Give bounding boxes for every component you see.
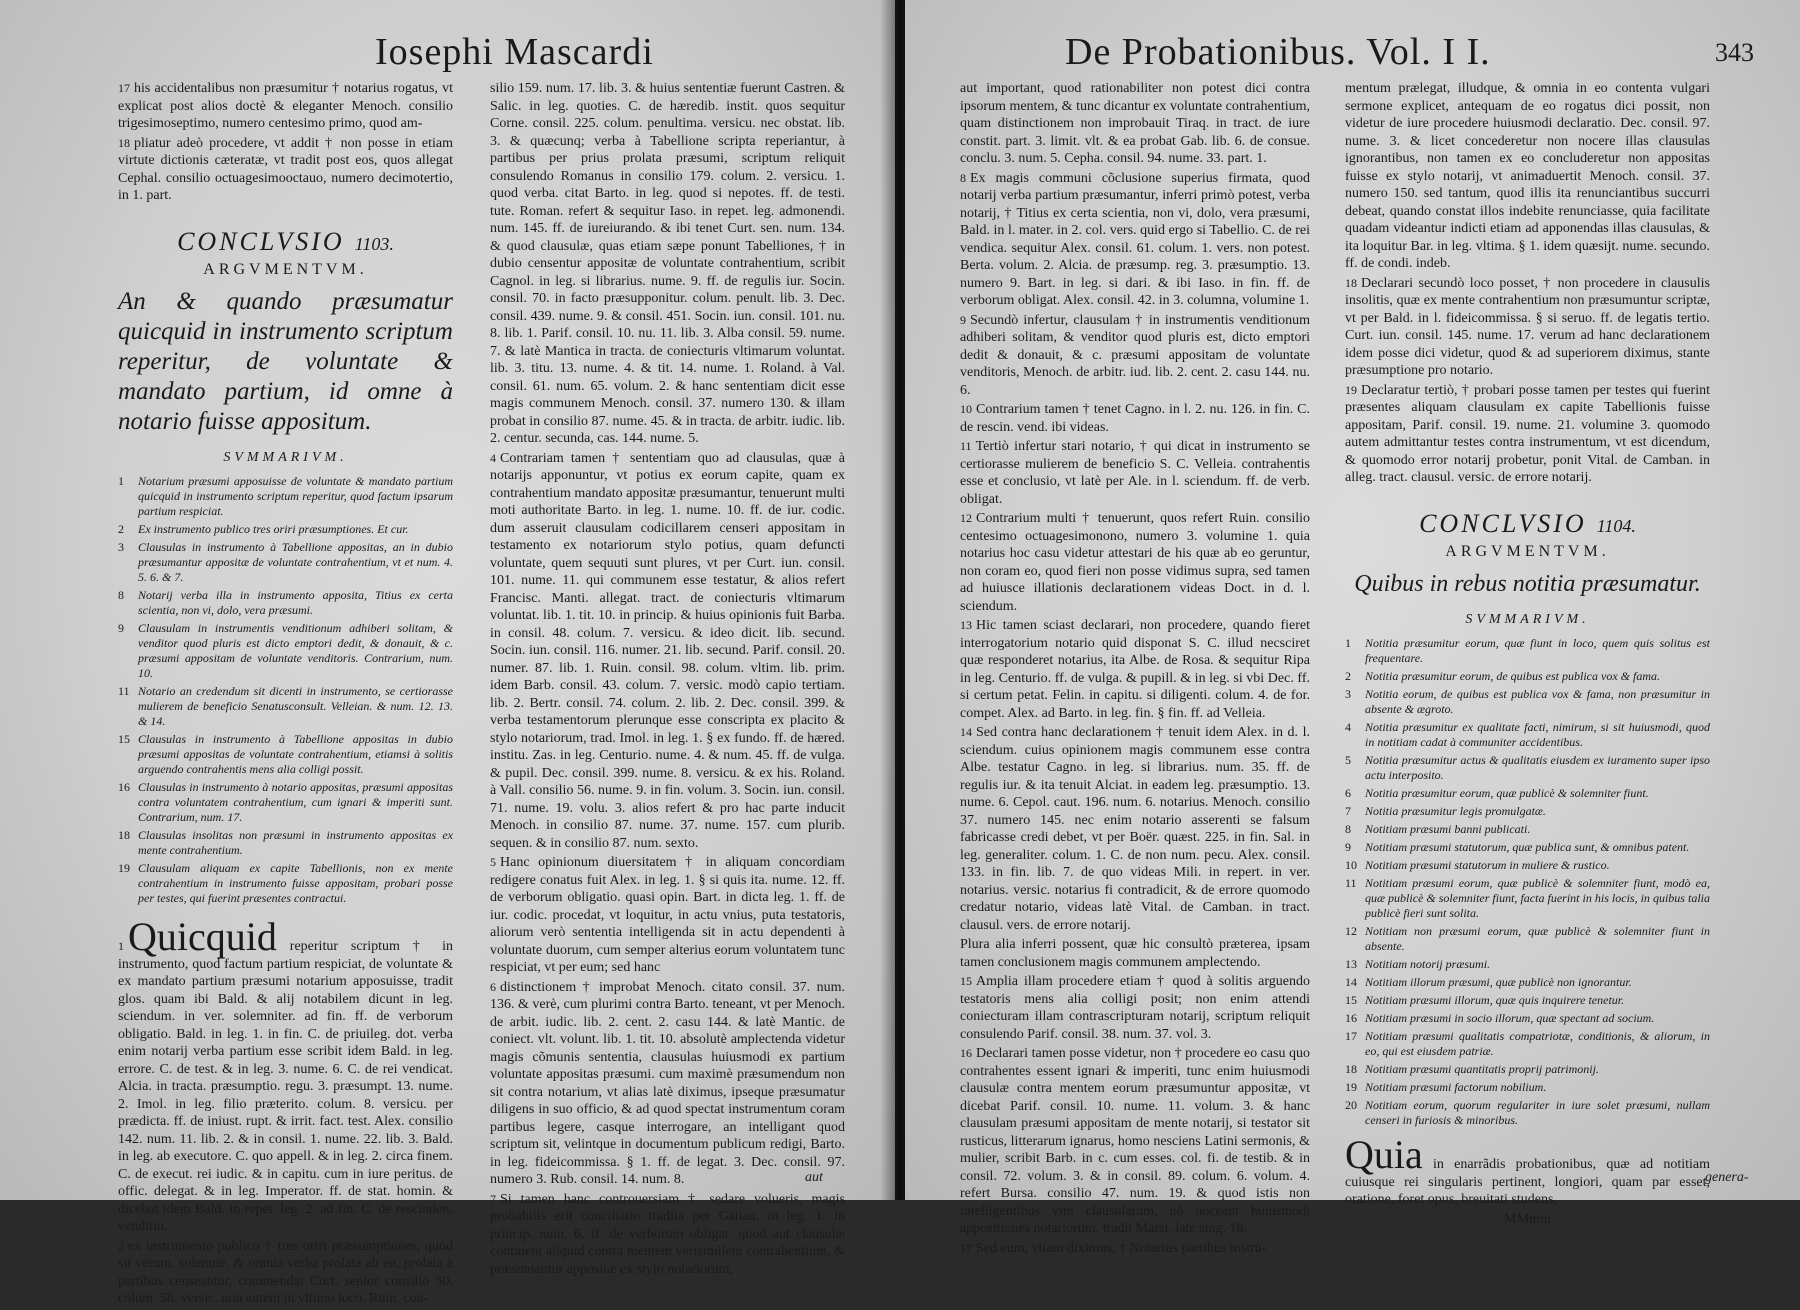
argumentum-label: ARGVMENTVM. xyxy=(1445,543,1610,560)
paragraph xyxy=(490,450,845,853)
item-number: 15 xyxy=(1345,993,1357,1007)
paragraph xyxy=(960,170,1310,310)
left-col1-intro xyxy=(118,80,453,205)
item-text: Notitia præsumitur actus & qualitatis eiusdem ex iuramento super ipso actu interposito. xyxy=(1365,753,1710,782)
body-text: Hic tamen sciast declarari, non procedere, quando fieret interrogatorium notario quid disponat S. C. illud necsciret quæ responderet notarius, ita Albe. de Rosa. & sequitur Ripa in leg. Centurio. ff. de vulga. & pupill. & in leg. si vbi Dec. ff. si certum petat. Felin. in capitu. si diligenti. colum. 4. de for. compet. Alex. ad Barto. in leg. fin. § fin. ff. ad Velleia. xyxy=(960,618,1310,721)
summarium-item xyxy=(1345,924,1710,954)
page-number: 343 xyxy=(1715,38,1754,67)
paragraph xyxy=(960,617,1310,722)
item-text: Notarij verba illa in instrumento apposita, Titius ex certa scientia, non vi, dolo, vera præsumi. xyxy=(138,588,453,617)
summarium-item xyxy=(1345,687,1710,717)
item-text: Clausulas in instrumento à Tabellione appositas, an in dubio præsumantur appositæ de voluntate contrahentium, vt et num. 4. 5. 6. & 7. xyxy=(138,540,453,584)
item-number: 2 xyxy=(118,522,124,536)
signature-mark: MMmm xyxy=(1504,1211,1551,1227)
argumentum-label: ARGVMENTVM. xyxy=(203,261,368,278)
body-text: Secundò infertur, clausulam † in instrumentis venditionum adhiberi solitam, & venditor quod pluris est, dicto emptori dedit & donauit, & c. præsumi appositam de voluntate venditoris, Menoch. de arbitr. iud. lib. 2. cent. 2. casu 144. nu. 6. xyxy=(960,312,1310,398)
body-text: Declarari tamen posse videtur, non † procedere eo casu quo contrahentes essent ignari & imperiti, tunc enim huiusmodi clausulæ contra mentem eorum præsumuntur appositæ, vt dicebat Parif. consil. 10. nume. 11. volum. 3. & hanc clausulam præsumi appositam de mente notarij, si testator sit rusticus, litterarum ignarus, homo nesciens Latini sermonis, & mulier, scribit Barb. in c. cum esses. col. fi. de testib. & in consil. 72. volum. 3. & in consil. 89. colum. 6. volum. 4. refert Bursa. consilio 47. num. 19. & quod istis non intelligentibus vim clausularum, nõ noceant huiusmodi appositiones notariorum, tradit Marsi. late sing. 18. xyxy=(960,1046,1310,1236)
summarium-item xyxy=(1345,1062,1710,1077)
summarium-item xyxy=(1345,636,1710,666)
item-number: 10 xyxy=(1345,858,1357,872)
item-number: 3 xyxy=(1345,687,1351,701)
item-number: 3 xyxy=(118,540,124,554)
summarium-list xyxy=(1345,636,1710,1128)
marginal-number: 18 xyxy=(1345,275,1357,290)
summarium-item xyxy=(1345,1098,1710,1128)
summarium-item xyxy=(1345,957,1710,972)
body-text: Amplia illam procedere etiam † quod à solitis arguendo testatoris mens alia colligi posit; non enim attendi coniecturam illam contrascripturam notarij, scriptum reliquit consulendo Parif. consil. 38. num. 37. vol. 3. xyxy=(960,974,1310,1042)
summarium-item xyxy=(118,684,453,729)
paragraph xyxy=(490,1191,845,1279)
right-col2-intro xyxy=(1345,80,1710,487)
body-text: Contrarium tamen † tenet Cagno. in l. 2. nu. 126. in fin. C. de rescin. vend. ibi videas. xyxy=(960,402,1310,435)
body-text: Declarari secundò loco posset, † non procedere in clausulis insolitis, quæ ex mente contrahentium non præsumuntur scriptæ, vt per Bald. in l. fideicommissa. § si seruo. ff. de legatis tertio. Curt. iun. consil. 145. nume. 17. verum ad hanc declarationem idem posse dici videtur, quod & ad superiorem diximus, stante præsumptione pro notario. xyxy=(1345,275,1710,378)
item-number: 9 xyxy=(118,621,124,635)
right-page xyxy=(905,0,1800,1256)
conclusio-heading xyxy=(118,226,453,256)
item-number: 4 xyxy=(1345,720,1351,734)
item-number: 13 xyxy=(1345,957,1357,971)
left-col1-body2 xyxy=(118,1238,453,1308)
argumentum-text: Quibus in rebus notitia præsumatur. xyxy=(1354,570,1701,597)
paragraph xyxy=(1345,80,1710,273)
right-column-1 xyxy=(960,80,1310,1259)
body-text: pliatur adeò procedere, vt addit † non posse in etiam virtute dictionis cæteratæ, vt tradit post eos, quos allegat Cephal. consilio octuagesimooctauo, numero decimotertio, in 1. part. xyxy=(118,135,453,203)
item-number: 9 xyxy=(1345,840,1351,854)
item-number: 5 xyxy=(1345,753,1351,767)
marginal-number: 6 xyxy=(490,979,496,994)
body-text: distinctionem † improbat Menoch. citato consil. 37. num. 136. & verè, cum plurimi contra Barto. teneant, vt per Menoch. de arbit. iudic. lib. 2. cent. 2. casu 144. & latè Mantic. de coniect. vlt. volunt. lib. 1. tit. 10. absolutè amplectenda videtur magis cõmunis sententia, clausulas huiusmodi ex partium voluntate appositas præsumi. cum maximè præsumendum non sit contra notarium, vt alias latè diximus, ipseque præsumatur diligens in suo officio, & ad quod spectat instrumentum coram partibus legere, casque interrogare, an intelligant quod scriptum sit, velintque in documentum publicum redigi, Barto. in leg. fideicommissa. § 1. ff. de legat. 3. Dec. consil. 97. numero 3. Rub. consil. 14. num. 8. xyxy=(490,979,845,1187)
body-text: Contrarium multi † tenuerunt, quos refert Ruin. consilio centesimo octuagesimonono, numero 3. volumine 1. quia notarius hoc casu videtur attestari de his quæ ab eo geruntur, non coram eo, quod fieri non posse vidimus supra, sed tamen ad huiusce illationis declarationem videas Doct. in d. l. sciendum. xyxy=(960,511,1310,614)
item-text: Notitiam præsumi statutorum, quæ publica sunt, & omnibus patent. xyxy=(1365,840,1690,854)
summarium-item xyxy=(118,588,453,618)
item-text: Clausulas in instrumento à notario appositas, præsumi appositas contra voluntatem contrahentium, cum ignari & imperiti sunt. Contrarium, num. 17. xyxy=(138,780,453,824)
body-text: his accidentalibus non præsumitur † notarius rogatus, vt explicat post alios doctè & eleganter Menoch. consilio trigesimoseptimo, numero centesimo primo, quod am- xyxy=(118,81,453,131)
item-text: Clausulam in instrumentis venditionum adhiberi solitam, & venditor quod pluris est dicto emptori dedit, & donauit, & c. præsumi appositam de voluntate venditoris. Contrarium, num. 10. xyxy=(138,621,453,680)
paragraph xyxy=(960,1240,1310,1258)
right-running-head: De Probationibus. Vol. I I. xyxy=(1065,31,1491,73)
item-text: Notitiam præsumi qualitatis compatriotæ, conditionis, & aliorum, in eo, qui est eiusdem patriæ. xyxy=(1365,1029,1710,1058)
summarium-label: SVMMARIVM. xyxy=(223,449,348,465)
summarium-item xyxy=(118,780,453,825)
marginal-number: 4 xyxy=(490,450,496,465)
paragraph xyxy=(960,510,1310,615)
summarium-item xyxy=(1345,822,1710,837)
paragraph xyxy=(960,724,1310,934)
summarium-item xyxy=(1345,753,1710,783)
summarium-item xyxy=(1345,876,1710,921)
marginal-number: 7 xyxy=(490,1191,496,1206)
summarium-item xyxy=(118,540,453,585)
body-text: Sed eum, vtiam diximus, † Notarius partibus instru- xyxy=(976,1240,1267,1256)
paragraph xyxy=(118,80,453,133)
item-text: Notitiam illorum præsumi, quæ publicè non ignorantur. xyxy=(1365,975,1632,989)
summarium-item xyxy=(1345,1011,1710,1026)
marginal-number: 14 xyxy=(960,725,972,739)
dropcap: Quia xyxy=(1345,1132,1423,1177)
marginal-number: 19 xyxy=(1345,382,1357,397)
body-text: Declaratur tertiò, † probari posse tamen per testes qui fuerint præsentes aliquam clausulam ex capite Tabellionis fuisse appositam, Parif. consil. 19. nume. 21. volumine 3. quomodo autem admittantur testes contra instrumentum, vt est dicendum, & quomodo error notarij probetur, ponit Vital. de Camban. in alleg. tract. clausul. versic. de errore notarij. xyxy=(1345,382,1710,485)
summarium-item xyxy=(1345,1080,1710,1095)
paragraph xyxy=(490,979,845,1189)
item-number: 6 xyxy=(1345,786,1351,800)
paragraph xyxy=(960,1045,1310,1238)
item-text: Notitiam eorum, quorum regulariter in iure solet præsumi, nullam censeri in furiosis & minoribus. xyxy=(1365,1098,1710,1127)
item-number: 2 xyxy=(1345,669,1351,683)
item-text: Notitiam notorij præsumi. xyxy=(1365,957,1491,971)
item-number: 18 xyxy=(118,828,130,842)
item-number: 12 xyxy=(1345,924,1357,938)
marginal-number: 10 xyxy=(960,402,972,416)
body-text: mentum prælegat, illudque, & omnia in eo contenta vulgari sermone explicet, antequam de eo rogatus dici possit, non videtur de iure procedere huiusmodi declaratio. Dec. consil. 97. nume. 3. & licet concederetur non nocere illas clausulas ignorantibus, non tamen ex eo concluderetur non appositas fuisse ex stylo notarij, vt animaduertit Menoch. consil. 37. numero 150. sed tantum, quod illis ita renunciantibus succurri debeat, quando constat illos indebite renunciasse, quia facilitate quadam videantur indicti etiam ad apponendas illas clausulas, & ita loquitur Bar. in leg. vltima. § 1. idem quæsijt. nume. secundo. ff. de condi. indeb. xyxy=(1345,81,1710,271)
body-text: in enarrãdis probationibus, quæ ad notitiam cuiusque rei singularis pertinent, longiori, quam par esset, oratione, foret opus, breuitati studens, xyxy=(1345,1157,1711,1207)
item-text: Notitiam præsumi statutorum in muliere & rustico. xyxy=(1365,858,1610,872)
marginal-number: 17 xyxy=(118,81,130,95)
marginal-number: 11 xyxy=(960,439,972,453)
item-text: Notitiam præsumi illorum, quæ quis inquirere tenetur. xyxy=(1365,993,1625,1007)
summarium-list xyxy=(118,474,453,906)
conclusio-label: CONCLVSIO xyxy=(177,226,345,256)
summarium-item xyxy=(118,861,453,906)
item-number: 15 xyxy=(118,732,130,746)
marginal-number: 17 xyxy=(960,1240,972,1255)
summarium-item xyxy=(1345,669,1710,684)
item-text: Notitia eorum, de quibus est publica vox & fama, non præsumitur in absente & ægroto. xyxy=(1365,687,1710,716)
body-text: aut important, quod rationabiliter non potest dici contra ipsorum mentem, & tunc dicantur ex voluntate contrahentium, quam distinctionem non improbauit Tiraq. in tract. de iure constit. part. 3. limit. vlt. & ea probat Gab. lib. 6. de consue. conclu. 3. num. 5. Cepha. consil. 94. nume. 33. part. 1. xyxy=(960,81,1310,166)
right-closing-paragraph xyxy=(1345,1132,1711,1209)
summarium-item xyxy=(1345,1029,1710,1059)
item-text: Notitia præsumitur eorum, quæ publicè & solemniter fiunt. xyxy=(1365,786,1649,800)
paragraph xyxy=(1345,275,1710,380)
left-catchword: aut xyxy=(805,1170,823,1185)
item-number: 20 xyxy=(1345,1098,1357,1112)
item-text: Notitiam præsumi quantitatis proprij patrimonij. xyxy=(1365,1062,1599,1076)
paragraph xyxy=(490,80,845,448)
marginal-number: 13 xyxy=(960,618,972,632)
item-text: Clausulas insolitas non præsumi in instrumento appositas ex mente contrahentium. xyxy=(138,828,453,857)
item-text: Clausulas in instrumento à Tabellione appositas in dubio præsumi appositas de voluntate contrahentium, etiamsi à solitis arguendo contrahentis mens alia colligi possit. xyxy=(138,732,453,776)
summarium-item xyxy=(118,474,453,519)
item-text: Notarium præsumi apposuisse de voluntate & mandato partium quicquid in instrumento scriptum reperitur, quod factum ipsarum partium respiciat. xyxy=(138,474,453,518)
left-column-2 xyxy=(490,80,845,1280)
item-text: Notitiam præsumi eorum, quæ publicè & solemniter fiunt, modò ea, quæ publicè & solemniter fiunt, facta fuerint in his locis, in quibus talia publicè fieri sunt solita. xyxy=(1365,876,1710,920)
summarium-item xyxy=(118,522,453,537)
item-number: 8 xyxy=(1345,822,1351,836)
summarium-item xyxy=(118,621,453,681)
paragraph xyxy=(960,973,1310,1043)
summarium-item xyxy=(1345,993,1710,1008)
body-text: ex instrumento publico † tres oriri præsumptiones, quod sit verum, solemne, & omnia verba prolata ab eo, prolata à partibus censeantur, commendat Curt. senior consilio 50. colum. 58. versic. non autem in vltimo loco. Ruin. con- xyxy=(118,1238,453,1306)
conclusio-number: 1104. xyxy=(1596,515,1636,536)
paragraph xyxy=(490,854,845,977)
item-text: Notitiam non præsumi eorum, quæ publicè & solemniter fiunt in absente. xyxy=(1365,924,1710,953)
paragraph xyxy=(960,312,1310,400)
left-running-head: Iosephi Mascardi xyxy=(375,31,654,73)
item-text: Notitia præsumitur ex qualitate facti, nimirum, si sit huiusmodi, quod in notitiam cadat à communiter accidentibus. xyxy=(1365,720,1710,749)
marginal-number: 18 xyxy=(118,135,130,150)
summarium-item xyxy=(1345,720,1710,750)
item-number: 18 xyxy=(1345,1062,1357,1076)
item-text: Clausulam aliquam ex capite Tabellionis, non ex mente contrahentium in instrumento fuisse appositam, probari posse per testes, qui fuerint præsentes contractui. xyxy=(138,861,453,905)
paragraph xyxy=(960,401,1310,436)
conclusio-number: 1103. xyxy=(354,233,394,254)
conclusio-heading xyxy=(1345,508,1710,538)
item-text: Notario an credendum sit dicenti in instrumento, se certiorasse mulierem de beneficio Senatusconsult. Velleian. & num. 12. 13. & 14. xyxy=(138,684,453,728)
item-number: 17 xyxy=(1345,1029,1357,1043)
item-number: 11 xyxy=(1345,876,1357,890)
item-number: 8 xyxy=(118,588,124,602)
summarium-item xyxy=(118,732,453,777)
left-page xyxy=(0,0,895,1306)
body-text: Hanc opinionum diuersitatem † in aliquam concordiam redigere conatus fuit Alex. in leg. 1. § si quis ita. nume. 12. ff. de verborum obligatio. quasi opin. Bart. in dicta leg. 1. ff. de iur. codic. procedat, vt loquitur, in actu vnius, puta testatoris, aliorum verò sententia intelligenda sit in actu dependenti à voluntate duorum, cum semper alterius eorum voluntatem tunc respiciat, vt per eum; sed hanc xyxy=(490,855,845,975)
paragraph xyxy=(960,438,1310,508)
summarium-item xyxy=(1345,840,1710,855)
summarium-item xyxy=(1345,804,1710,819)
item-text: Notitia præsumitur eorum, de quibus est publica vox & fama. xyxy=(1365,669,1660,683)
summarium-item xyxy=(1345,858,1710,873)
paragraph xyxy=(1345,382,1710,487)
item-number: 1 xyxy=(1345,636,1351,650)
paragraph xyxy=(960,80,1310,168)
item-number: 14 xyxy=(1345,975,1357,989)
marginal-number: 9 xyxy=(960,312,966,327)
paragraph xyxy=(960,936,1310,971)
item-text: Notitiam præsumi factorum nobilium. xyxy=(1365,1080,1547,1094)
body-text: Si tamen hanc controuersiam † sedare volueris, magis probabilis erit conciliatio tradita per Galiau. in leg. 1. in princip. num. 6. ff. de verborum obligat. quod aut clausulæ continent aliquid contra mentem verisimilem contrahentium, & præsumantur appositæ ex stylo notariorum, xyxy=(490,1191,845,1277)
marginal-number: 12 xyxy=(960,511,972,525)
item-text: Notitia præsumitur legis promulgatæ. xyxy=(1365,804,1546,818)
item-text: Ex instrumento publico tres oriri præsumptiones. Et cur. xyxy=(138,522,409,536)
item-text: Notitiam præsumi banni publicati. xyxy=(1365,822,1531,836)
item-text: Notitia præsumitur eorum, quæ fiunt in loco, quem quis solitus est frequentare. xyxy=(1365,636,1710,665)
body-text: silio 159. num. 17. lib. 3. & huius sententiæ fuerunt Castren. & Salic. in leg. quoties. C. de hæredib. instit. quos sequitur Corne. consil. 225. colum. penultima. versicu. nec obstat. lib. 3. & quæcunq; verba à Tabellione scripta reperiantur, à partibus per prius prolata præsumi, scriptum reliquit consulendo Romanus in consilio 179. colum. 2. versicu. 1. quod verba. citat Barto. in leg. quod si nepotes. ff. de testi. tute. Roman. refert & sequitur Iaso. in repet. leg. admonendi. num. 145. ff. de iureiurando. & ibi tenet Curt. sen. num. 134. & quod clausulæ, quas etiam sæpe ponunt Tabelliones, † in dubio censentur appositæ de voluntate contrahentium, scribit Cagnol. in leg. si librarius. nume. 9. ff. de regulis iur. Socin. consil. 70. in facto præsupponitur. colum. penult. lib. 3. Dec. consil. 439. nume. 9. & consil. 451. Socin. iun. consil. 101. nu. 8. lib. 1. Parif. consil. 10. nu. 11. lib. 3. Alba consil. 59. nume. 7. & latè Mantica in tracta. de coniecturis vltimarum voluntat. lib. 3. titu. 13. nume. 4. & tit. 14. nume. 1. Roland. à Val. consil. 61. num. 65. volum. 2. & hanc sententiam dicit esse magis communem Menoch. consil. 37. numero 130. & illam probat in consilio 87. nume. 45. & in tracta. de arbitr. iudic. lib. 2. centur. secunda, cas. 144. nume. 5. xyxy=(490,81,845,446)
item-text: Notitiam præsumi in socio illorum, quæ spectant ad socium. xyxy=(1365,1011,1655,1025)
paragraph xyxy=(118,135,453,205)
item-number: 11 xyxy=(118,684,130,698)
body-text: Tertiò infertur stari notario, † qui dicat in instrumento se certiorasse mulierem de beneficio S. C. Velleia. contrahentis esse et conclusio, vt latè per Ale. in l. sciendum. ff. de verb. obligat. xyxy=(960,439,1310,507)
left-col1-body xyxy=(118,914,454,1236)
body-text: Plura alia inferri possent, quæ hic consultò præterea, ipsam tamen conclusionem magis communem amplectendo. xyxy=(960,937,1310,970)
marginal-number: 1 xyxy=(118,939,124,953)
item-number: 7 xyxy=(1345,804,1351,818)
item-number: 19 xyxy=(118,861,130,875)
summarium-item xyxy=(118,828,453,858)
right-catchword: genera- xyxy=(1705,1170,1749,1185)
marginal-number: 2 xyxy=(118,1238,124,1253)
right-column-2 xyxy=(1345,80,1710,1228)
marginal-number: 15 xyxy=(960,974,972,988)
conclusio-label: CONCLVSIO xyxy=(1419,508,1587,538)
body-text: reperitur scriptum † in instrumento, quod factum partium respiciat, de voluntate & ex mandato partium præsumi notarium apposuisse, tradit glos. quam ibi Bald. & alij notabilem dicunt in leg. sciendum. in ver. solemniter. ad fin. ff. de verborum obligatio. Bald. in leg. 1. in fin. C. de priuileg. dot. verba enim notarij verba partium esse scribit idem Bald. in leg. errore. C. de test. & in leg. 3. nume. 6. C. de rei vendicat. Alcia. in tracta. præsumptio. regu. 3. præsumpt. 13. nume. 2. Imol. in leg. filio præterito. colum. 8. versicu. per prædicta. ff. de iniust. rupt. & irrit. fact. test. Alex. consilio 142. num. 11. lib. 2. & in consil. 1. nume. 22. lib. 3. Bald. in leg. ab executore. C. quo appell. & in leg. 2. circa finem. C. de execut. rei iudic. & in capitu. cum in iure peritus. de offic. delegat. & in leg. Imperator. ff. de stat. homin. & dicebat idem Bald. in repet. leg. 2. ad fin. C. de rescinden. venditio. xyxy=(118,939,454,1234)
item-number: 1 xyxy=(118,474,124,488)
argumentum-text: An & quando præsumatur quicquid in instrumento scriptum reperitur, de voluntate & mandato partium, id omne à notario fuisse appositum. xyxy=(118,287,453,435)
item-number: 19 xyxy=(1345,1080,1357,1094)
body-text: Ex magis communi cõclusione superius firmata, quod notarij verba partium præsumantur, inferri primò potest, verba notarij, † Titius ex certa scientia, non vi, dolo, vera præsumi, Bald. in l. mater. in 2. col. vers. quid ergo si Tabellio. C. de rei vendica. sequitur Alex. consil. 61. colum. 1. vers. non potest. Berta. volum. 2. Alcia. de præsump. reg. 3. præsumptio. 13. numero 9. Bart. in leg. si dari. & ibi Iaso. in fin. ff. de verborum obligat. Alex. consil. 42. in 3. columna, volumine 1. xyxy=(960,170,1310,308)
marginal-number: 5 xyxy=(490,855,496,869)
item-number: 16 xyxy=(1345,1011,1357,1025)
left-column-1 xyxy=(118,80,453,1310)
summarium-item xyxy=(1345,786,1710,801)
dropcap: Quicquid xyxy=(128,914,277,959)
marginal-number: 8 xyxy=(960,170,966,185)
summarium-label: SVMMARIVM. xyxy=(1465,611,1590,627)
body-text: Sed contra hanc declarationem † tenuit idem Alex. in d. l. sciendum. cuius opinionem magis communem esse contra Albe. testatur Cagno. in leg. si librarius. num. 35. ff. de regulis iur. & ita tenuit Alciat. in eadem leg. præsumptio. 13. nume. 6. Cepol. caut. 196. num. 6. notarius. Menoch. consilio 37. numero 145. nec enim notario asserenti se falsum fabricasse credi debet, vt per Boër. quæst. 225. in fin. Sal. in leg. generaliter. colum. 1. C. de non num. pecu. Alex. consil. 133. in fin. lib. 7. de quo videas Mili. in repert. in ver. notarius. versic. notarius fi contradicit, & de errore quomodo credatur notario, videas latè Vital. de Camban. in tract. clausul. vers. de errore notarij. xyxy=(960,725,1310,933)
item-number: 16 xyxy=(118,780,130,794)
summarium-item xyxy=(1345,975,1710,990)
marginal-number: 16 xyxy=(960,1046,972,1060)
body-text: Contrariam tamen † sententiam quo ad clausulas, quæ à notarijs apponuntur, vt potius ex eorum capite, quam ex contrahentium mandato appositæ præsumantur, tenuerunt multi moti authoritate Barto. in leg. 1. nume. 10. ff. de iur. codic. dum asseruit clausulam codicillarem censeri appositam in testamento ex notariorum stylo potius, quam defuncti voluntate, quem sequuti sunt plures, vt per Curt. iun. consil. 101. nume. 11. qui communem esse testatur, & alios refert Francisc. Manti. allegat. tract. de coniecturis vltimarum voluntat. lib. 1. tit. 10. in princip. & huius opinionis fuit Barba. in consil. 48. colum. 7. versicu. & ideo dicit. lib. secund. Socin. iun. consil. 116. numer. 21. lib. secund. Parif. consil. 20. numer. 87. lib. 1. Ruin. consil. 98. colum. vltim. lib. prim. idem Barb. consil. 43. colum. 7. versic. modò capio tertiam. lib. 2. Bertr. consil. 74. colum. 2. lib. 2. Dec. consil. 399. & verba testamentorum plerunque esse conscripta ex placito & stylo notariorum, trad. Imol. in leg. 1. § ex fundo. ff. de hæred. institu. Zas. in leg. Centurio. nume. 4. & num. 45. ff. de vulga. & pupil. Dec. consil. 399. nume. 8. versicu. & ex his. Roland. à Vall. consilio 56. nume. 9. in fin. volum. 3. Socin. iun. consil. 71. nume. 19. volu. 3. alios refert & pro hac parte inducit Menoch. in consilio 87. nume. 37. nume. 157. cum plurib. sequen. & in consilio 87. num. sexto. xyxy=(490,450,845,851)
